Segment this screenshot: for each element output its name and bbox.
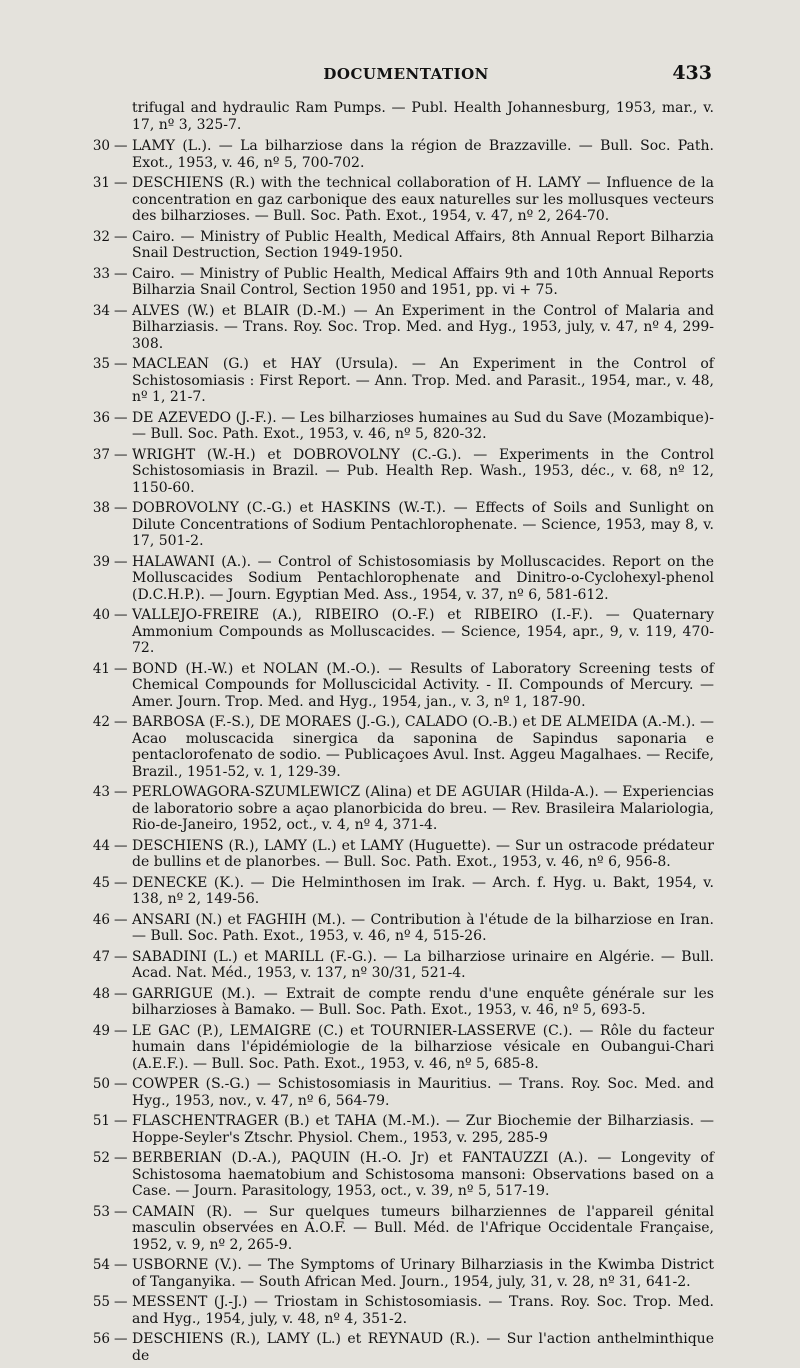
reference-dash: — (114, 1113, 128, 1129)
reference-item (86, 838, 714, 871)
reference-dash: — (114, 874, 128, 891)
reference-item (86, 175, 714, 225)
reference-text: VALLEJO-FREIRE (A.), RIBEIRO (O.-F.) et RIBEIRO (I.-F.). — Quaternary Ammonium Compounds as Molluscacides. — Science, 1954, apr., 9, v. 119, 470-72. (132, 607, 714, 656)
reference-text: Cairo. — Ministry of Public Health, Medical Affairs, 8th Annual Report Bilharzia Snail Destruction, Section 1949-1950. (132, 228, 714, 261)
reference-item (86, 266, 714, 299)
reference-text: WRIGHT (W.-H.) et DOBROVOLNY (C.-G.). — Experiments in the Control Schistosomiasis in Brazil. — Pub. Health Rep. Wash., 1953, déc., v. 68, nº 12, 1150-60. (132, 446, 714, 496)
reference-item (86, 661, 714, 711)
reference-item (86, 949, 714, 982)
reference-dash: — (114, 1076, 128, 1092)
reference-dash: — (114, 138, 128, 154)
reference-text: CAMAIN (R). — Sur quelques tumeurs bilharziennes de l'appareil génital masculin observées en A.O.F. — Bull. Méd. de l'Afrique Occidentale Française, 1952, v. 9, nº 2, 265-9. (132, 1203, 714, 1253)
reference-text: USBORNE (V.). — The Symptoms of Urinary Bilharziasis in the Kwimba District of Tanganyika. — South African Med. Journ., 1954, july, 31, v. 28, nº 31, 641-2. (132, 1257, 714, 1290)
reference-text: LE GAC (P.), LEMAIGRE (C.) et TOURNIER-LASSERVE (C.). — Rôle du facteur humain dans l'épidémiologie de la bilharziose vésicale en Oubangui-Chari (A.E.F.). — Bull. Soc. Path. Exot., 1953, v. 46, nº 5, 685-8. (132, 1022, 714, 1072)
reference-text: COWPER (S.-G.) — Schistosomiasis in Mauritius. — Trans. Roy. Soc. Med. and Hyg., 1953, nov., v. 47, nº 6, 564-79. (132, 1076, 714, 1109)
reference-text: DESCHIENS (R.) with the technical collaboration of H. LAMY — Influence de la concentration en gaz carbonique des eaux naturelles sur les mollusques vecteurs des bilharzioses. — Bull. Soc. Path. Exot., 1954, v. 47, nº 2, 264-70. (132, 175, 714, 224)
reference-item (86, 1257, 714, 1290)
reference-number: 44 (92, 837, 110, 854)
reference-dash: — (114, 1257, 128, 1273)
reference-item (86, 1076, 714, 1109)
reference-dash: — (114, 1203, 128, 1220)
reference-item (86, 447, 714, 497)
reference-number: 52 (92, 1150, 110, 1166)
reference-item (86, 229, 714, 262)
reference-item (86, 784, 714, 834)
reference-number: 47 (92, 948, 110, 965)
reference-item (86, 875, 714, 908)
reference-dash: — (114, 446, 128, 463)
reference-number: 50 (92, 1076, 110, 1092)
reference-number: 33 (92, 265, 110, 282)
reference-dash: — (114, 175, 128, 191)
reference-dash: — (114, 553, 128, 570)
reference-number: 56 (92, 1331, 110, 1347)
reference-text: HALAWANI (A.). — Control of Schistosomiasis by Molluscacides. Report on the Molluscacides Sodium Pentachlorophenate and Dinitro-o-Cyclohexyl-phenol (D.C.H.P.). — Journ. Egyptian Med. Ass., 1954, v. 37, nº 6, 581-612. (132, 553, 714, 603)
reference-number: 51 (92, 1113, 110, 1129)
reference-number: 45 (92, 874, 110, 891)
reference-number: 46 (92, 911, 110, 928)
reference-text: BARBOSA (F.-S.), DE MORAES (J.-G.), CALADO (O.-B.) et DE ALMEIDA (A.-M.). — Acao moluscacida sinergica da saponina de Sapindus saponaria e pentaclorofenato de sodio. — Publicaçoes Avul. Inst. Aggeu Magalhaes. — Recife, Brazil., 1951-52, v. 1, 129-39. (132, 714, 714, 780)
reference-text: LAMY (L.). — La bilharziose dans la région de Brazzaville. — Bull. Soc. Path. Exot., 1953, v. 46, nº 5, 700-702. (132, 138, 714, 171)
reference-text: GARRIGUE (M.). — Extrait de compte rendu d'une enquête générale sur les bilharzioses à Bamako. — Bull. Soc. Path. Exot., 1953, v. 46, nº 5, 693-5. (132, 985, 714, 1018)
page-number: 433 (672, 62, 712, 84)
reference-number: 36 (92, 409, 110, 426)
reference-dash: — (114, 911, 128, 928)
reference-number: 53 (92, 1203, 110, 1220)
reference-dash: — (114, 356, 128, 372)
reference-dash: — (114, 714, 128, 730)
reference-item (86, 986, 714, 1019)
reference-number: 41 (92, 660, 110, 677)
reference-item (86, 356, 714, 406)
reference-number: 49 (92, 1022, 110, 1039)
reference-number: 39 (92, 553, 110, 570)
reference-item (86, 714, 714, 780)
reference-text: PERLOWAGORA-SZUMLEWICZ (Alina) et DE AGUIAR (Hilda-A.). — Experiencias de laboratorio sobre a açao planorbicida do breu. — Rev. Brasileira Malariologia, Rio-de-Janeiro, 1952, oct., v. 4, nº 4, 371-4. (132, 784, 714, 833)
reference-text: MACLEAN (G.) et HAY (Ursula). — An Experiment in the Control of Schistosomiasis : First Report. — Ann. Trop. Med. and Parasit., 1954, mar., v. 48, nº 1, 21-7. (132, 356, 714, 405)
reference-dash: — (114, 500, 128, 516)
reference-dash: — (114, 1294, 128, 1310)
reference-dash: — (114, 948, 128, 965)
reference-text: ALVES (W.) et BLAIR (D.-M.) — An Experiment in the Control of Malaria and Bilharziasis. — Trans. Roy. Soc. Trop. Med. and Hyg., 1953, july, v. 47, nº 4, 299-308. (132, 302, 714, 352)
reference-dash: — (114, 265, 128, 282)
reference-item (86, 1150, 714, 1200)
reference-number: 37 (92, 446, 110, 463)
reference-dash: — (114, 409, 128, 426)
continued-reference-text: trifugal and hydraulic Ram Pumps. — Publ. Health Johannesburg, 1953, mar., v. 17, nº 3, 325-7. (132, 100, 714, 133)
reference-text: DOBROVOLNY (C.-G.) et HASKINS (W.-T.). — Effects of Soils and Sunlight on Dilute Concentrations of Sodium Pentachlorophenate. — Science, 1953, may 8, v. 17, 501-2. (132, 500, 714, 549)
reference-dash: — (114, 228, 128, 245)
reference-number: 43 (92, 784, 110, 800)
reference-text: BOND (H.-W.) et NOLAN (M.-O.). — Results of Laboratory Screening tests of Chemical Compounds for Molluscicidal Activity. - II. Compounds of Mercury. — Amer. Journ. Trop. Med. and Hyg., 1954, jan., v. 3, nº 1, 187-90. (132, 660, 714, 710)
reference-number: 54 (92, 1257, 110, 1273)
reference-text: DESCHIENS (R.), LAMY (L.) et REYNAUD (R.). — Sur l'action anthelminthique de (132, 1331, 714, 1364)
reference-number: 32 (92, 228, 110, 245)
reference-text: BERBERIAN (D.-A.), PAQUIN (H.-O. Jr) et FANTAUZZI (A.). — Longevity of Schistosoma haematobium and Schistosoma mansoni: Observations based on a Case. — Journ. Parasitology, 1953, oct., v. 39, nº 5, 517-19. (132, 1150, 714, 1199)
reference-text: SABADINI (L.) et MARILL (F.-G.). — La bilharziose urinaire en Algérie. — Bull. Acad. Nat. Méd., 1953, v. 137, nº 30/31, 521-4. (132, 948, 714, 981)
reference-item (86, 912, 714, 945)
reference-number: 42 (92, 714, 110, 730)
reference-number: 55 (92, 1294, 110, 1310)
reference-item (86, 1294, 714, 1327)
reference-text: MESSENT (J.-J.) — Triostam in Schistosomiasis. — Trans. Roy. Soc. Trop. Med. and Hyg., 1954, july, v. 48, nº 4, 351-2. (132, 1294, 714, 1327)
reference-text: ANSARI (N.) et FAGHIH (M.). — Contribution à l'étude de la bilharziose en Iran. — Bull. Soc. Path. Exot., 1953, v. 46, nº 4, 515-26. (132, 911, 714, 944)
reference-number: 38 (92, 500, 110, 516)
reference-item (86, 303, 714, 353)
reference-dash: — (114, 1150, 128, 1166)
reference-dash: — (114, 607, 128, 623)
reference-item (86, 554, 714, 604)
reference-item (86, 1204, 714, 1254)
reference-item (86, 1331, 714, 1364)
reference-item (86, 410, 714, 443)
reference-number: 40 (92, 607, 110, 623)
continued-reference (86, 100, 714, 133)
running-head: DOCUMENTATION (323, 65, 489, 83)
reference-number: 30 (92, 138, 110, 154)
reference-dash: — (114, 1022, 128, 1039)
reference-item (86, 500, 714, 550)
reference-dash: — (114, 784, 128, 800)
reference-item (86, 138, 714, 171)
reference-item (86, 1023, 714, 1073)
reference-dash: — (114, 660, 128, 677)
reference-text: FLASCHENTRAGER (B.) et TAHA (M.-M.). — Zur Biochemie der Bilharziasis. — Hoppe-Seyler's Ztschr. Physiol. Chem., 1953, v. 295, 285-9 (132, 1113, 714, 1146)
reference-list (86, 100, 714, 1368)
page-header (100, 62, 712, 92)
reference-number: 35 (92, 356, 110, 372)
reference-number: 48 (92, 985, 110, 1002)
reference-number: 34 (92, 302, 110, 319)
reference-number: 31 (92, 175, 110, 191)
reference-item (86, 607, 714, 657)
reference-dash: — (114, 985, 128, 1002)
reference-text: DESCHIENS (R.), LAMY (L.) et LAMY (Huguette). — Sur un ostracode prédateur de bullins et de planorbes. — Bull. Soc. Path. Exot., 1953, v. 46, nº 6, 956-8. (132, 837, 714, 870)
reference-text: DENECKE (K.). — Die Helminthosen im Irak. — Arch. f. Hyg. u. Bakt, 1954, v. 138, nº 2, 149-56. (132, 874, 714, 907)
reference-dash: — (114, 1331, 128, 1347)
reference-text: Cairo. — Ministry of Public Health, Medical Affairs 9th and 10th Annual Reports Bilharzia Snail Control, Section 1950 and 1951, pp. vi + 75. (132, 265, 714, 298)
reference-item (86, 1113, 714, 1146)
reference-dash: — (114, 302, 128, 319)
reference-text: DE AZEVEDO (J.-F.). — Les bilharzioses humaines au Sud du Save (Mozambique)- — Bull. Soc. Path. Exot., 1953, v. 46, nº 5, 820-32. (132, 409, 714, 442)
reference-dash: — (114, 837, 128, 854)
